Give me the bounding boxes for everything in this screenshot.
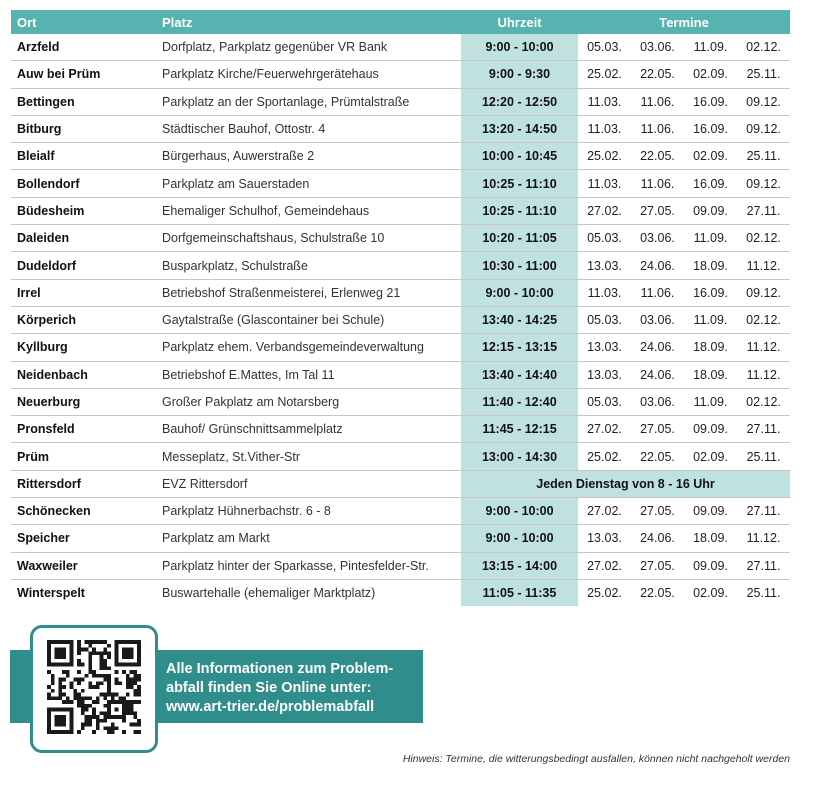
cell-termin: 27.05. — [631, 498, 684, 525]
cell-termin: 27.05. — [631, 416, 684, 443]
cell-termin: 05.03. — [578, 306, 631, 333]
cell-platz: Städtischer Bauhof, Ottostr. 4 — [156, 115, 461, 142]
table-row — [11, 225, 790, 252]
cell-platz: EVZ Rittersdorf — [156, 470, 461, 497]
cell-termin: 27.11. — [737, 416, 790, 443]
header-uhrzeit: Uhrzeit — [461, 10, 578, 34]
cell-termin: 13.03. — [578, 525, 631, 552]
cell-termin: 27.11. — [737, 552, 790, 579]
cell-platz: Messeplatz, St.Vither-Str — [156, 443, 461, 470]
cell-termin: 25.11. — [737, 143, 790, 170]
cell-ort: Dudeldorf — [11, 252, 156, 279]
cell-ort: Irrel — [11, 279, 156, 306]
cell-termin: 02.09. — [684, 143, 737, 170]
cell-termin: 11.06. — [631, 88, 684, 115]
footnote: Hinweis: Termine, die witterungsbedingt ausfallen, können nicht nachgeholt werden — [402, 753, 790, 765]
cell-termin: 25.02. — [578, 143, 631, 170]
header-platz: Platz — [156, 10, 461, 34]
cell-uhrzeit: 13:20 - 14:50 — [461, 115, 578, 142]
cell-termin: 03.06. — [631, 34, 684, 61]
cell-ort: Prüm — [11, 443, 156, 470]
cell-ort: Bleialf — [11, 143, 156, 170]
cell-platz: Parkplatz ehem. Verbandsgemeindeverwaltung — [156, 334, 461, 361]
cell-termin: 09.12. — [737, 170, 790, 197]
cell-platz: Betriebshof Straßenmeisterei, Erlenweg 21 — [156, 279, 461, 306]
cell-termin: 16.09. — [684, 115, 737, 142]
table-row — [11, 470, 790, 497]
cell-termin: 02.12. — [737, 306, 790, 333]
cell-termin: 24.06. — [631, 525, 684, 552]
cell-ort: Schönecken — [11, 498, 156, 525]
cell-platz: Bauhof/ Grünschnittsammelplatz — [156, 416, 461, 443]
header-termine: Termine — [578, 10, 790, 34]
cell-termin: 16.09. — [684, 88, 737, 115]
table-header-row — [11, 10, 790, 34]
cell-note: Jeden Dienstag von 8 - 16 Uhr — [461, 470, 790, 497]
info-line-2: abfall finden Sie Online unter: — [166, 680, 372, 696]
cell-uhrzeit: 11:05 - 11:35 — [461, 579, 578, 606]
table-row — [11, 579, 790, 606]
table-row — [11, 498, 790, 525]
table-row — [11, 361, 790, 388]
cell-termin: 05.03. — [578, 225, 631, 252]
schedule-body — [11, 34, 790, 606]
cell-ort: Auw bei Prüm — [11, 61, 156, 88]
cell-platz: Gaytalstraße (Glascontainer bei Schule) — [156, 306, 461, 333]
cell-termin: 25.11. — [746, 586, 781, 601]
cell-uhrzeit: 11:40 - 12:40 — [461, 388, 578, 415]
cell-termin: 09.12. — [737, 279, 790, 306]
cell-termin: 25.11. — [737, 443, 790, 470]
cell-termin: 11.12. — [737, 525, 790, 552]
cell-termin: 25.02. — [587, 586, 622, 601]
cell-termin: 05.03. — [578, 34, 631, 61]
cell-termin: 11.06. — [631, 170, 684, 197]
cell-termin: 11.12. — [737, 334, 790, 361]
cell-termin: 11.06. — [631, 279, 684, 306]
cell-termin: 27.11. — [737, 197, 790, 224]
table-row — [11, 552, 790, 579]
info-url-link[interactable]: www.art-trier.de/problemabfall — [166, 699, 375, 715]
cell-uhrzeit: 11:45 - 12:15 — [461, 416, 578, 443]
cell-uhrzeit: 10:25 - 11:10 — [461, 197, 578, 224]
cell-platz: Großer Pakplatz am Notarsberg — [156, 388, 461, 415]
cell-termin: 11.12. — [737, 252, 790, 279]
cell-uhrzeit: 12:20 - 12:50 — [461, 88, 578, 115]
cell-uhrzeit: 13:40 - 14:25 — [461, 306, 578, 333]
cell-termin: 27.02. — [578, 498, 631, 525]
cell-termin: 11.09. — [684, 306, 737, 333]
table-row — [11, 388, 790, 415]
cell-termin: 05.03. — [578, 388, 631, 415]
cell-termin: 22.05. — [631, 143, 684, 170]
cell-platz: Busparkplatz, Schulstraße — [156, 252, 461, 279]
cell-termin: 11.12. — [737, 361, 790, 388]
cell-ort: Waxweiler — [11, 552, 156, 579]
cell-termin: 18.09. — [684, 525, 737, 552]
cell-termin: 11.03. — [578, 115, 631, 142]
cell-termin: 09.09. — [684, 498, 737, 525]
cell-termin: 18.09. — [684, 252, 737, 279]
cell-termin: 22.05. — [631, 443, 684, 470]
cell-termin: 02.09. — [693, 586, 728, 601]
cell-platz: Parkplatz am Markt — [156, 525, 461, 552]
cell-ort: Pronsfeld — [11, 416, 156, 443]
cell-termin: 09.12. — [737, 115, 790, 142]
cell-termin: 11.06. — [631, 115, 684, 142]
cell-termin: 02.09. — [684, 443, 737, 470]
cell-termin: 03.06. — [631, 225, 684, 252]
cell-ort: Arzfeld — [11, 34, 156, 61]
table-row — [11, 416, 790, 443]
cell-termin: 16.09. — [684, 170, 737, 197]
cell-termin: 11.09. — [684, 388, 737, 415]
cell-termin: 11.09. — [684, 34, 737, 61]
cell-termin: 11.09. — [684, 225, 737, 252]
qr-code-icon — [47, 640, 141, 734]
cell-termin: 03.06. — [631, 306, 684, 333]
cell-termin: 13.03. — [578, 334, 631, 361]
table-row — [11, 443, 790, 470]
cell-ort: Daleiden — [11, 225, 156, 252]
cell-termin: 03.06. — [631, 388, 684, 415]
cell-termin: 11.03. — [578, 170, 631, 197]
table-row — [11, 334, 790, 361]
cell-platz: Bürgerhaus, Auwerstraße 2 — [156, 143, 461, 170]
qr-frame — [30, 625, 158, 753]
cell-platz: Dorfgemeinschaftshaus, Schulstraße 10 — [156, 225, 461, 252]
cell-platz: Betriebshof E.Mattes, Im Tal 11 — [156, 361, 461, 388]
table-row — [11, 279, 790, 306]
cell-termin: 27.05. — [631, 197, 684, 224]
cell-uhrzeit: 10:00 - 10:45 — [461, 143, 578, 170]
cell-termin: 18.09. — [684, 334, 737, 361]
cell-termin: 27.02. — [578, 552, 631, 579]
cell-platz: Parkplatz hinter der Sparkasse, Pintesfelder-Str. — [156, 552, 461, 579]
cell-platz: Parkplatz am Sauerstaden — [156, 170, 461, 197]
cell-termin: 02.12. — [737, 388, 790, 415]
cell-termin: 25.02. — [578, 61, 631, 88]
cell-termin: 18.09. — [684, 361, 737, 388]
table-row — [11, 197, 790, 224]
cell-uhrzeit: 9:00 - 10:00 — [461, 34, 578, 61]
schedule-table — [11, 10, 790, 606]
cell-termin: 27.11. — [737, 498, 790, 525]
cell-platz: Ehemaliger Schulhof, Gemeindehaus — [156, 197, 461, 224]
cell-uhrzeit: 13:15 - 14:00 — [461, 552, 578, 579]
cell-ort: Bitburg — [11, 115, 156, 142]
cell-ort: Winterspelt — [17, 586, 85, 601]
cell-platz: Parkplatz an der Sportanlage, Prümtalstraße — [156, 88, 461, 115]
cell-termin: 09.09. — [684, 552, 737, 579]
cell-termin: 22.05. — [631, 61, 684, 88]
cell-ort: Bettingen — [11, 88, 156, 115]
cell-ort: Speicher — [11, 525, 156, 552]
cell-termin: 25.11. — [737, 61, 790, 88]
table-row — [11, 252, 790, 279]
cell-ort: Kyllburg — [11, 334, 156, 361]
cell-termin: 27.02. — [578, 197, 631, 224]
cell-platz: Buswartehalle (ehemaliger Marktplatz) — [162, 586, 376, 601]
cell-termin: 13.03. — [578, 361, 631, 388]
cell-platz: Dorfplatz, Parkplatz gegenüber VR Bank — [156, 34, 461, 61]
table-row — [11, 306, 790, 333]
cell-termin: 24.06. — [631, 252, 684, 279]
cell-uhrzeit: 9:00 - 9:30 — [461, 61, 578, 88]
cell-termin: 02.09. — [684, 61, 737, 88]
cell-uhrzeit: 10:25 - 11:10 — [461, 170, 578, 197]
info-text — [166, 660, 416, 717]
cell-termin: 22.05. — [640, 586, 675, 601]
table-row — [11, 143, 790, 170]
cell-termin: 27.02. — [578, 416, 631, 443]
cell-uhrzeit: 10:20 - 11:05 — [461, 225, 578, 252]
table-row — [11, 170, 790, 197]
cell-ort: Bollendorf — [11, 170, 156, 197]
cell-termin: 27.05. — [631, 552, 684, 579]
cell-ort: Körperich — [11, 306, 156, 333]
table-row — [11, 115, 790, 142]
cell-uhrzeit: 10:30 - 11:00 — [461, 252, 578, 279]
cell-termin: 25.02. — [578, 443, 631, 470]
cell-termin: 11.03. — [578, 88, 631, 115]
table-row — [11, 88, 790, 115]
cell-termin: 16.09. — [684, 279, 737, 306]
cell-termin: 02.12. — [737, 34, 790, 61]
table-row — [11, 34, 790, 61]
cell-uhrzeit: 12:15 - 13:15 — [461, 334, 578, 361]
cell-uhrzeit: 9:00 - 10:00 — [461, 279, 578, 306]
cell-termin: 09.09. — [684, 197, 737, 224]
cell-platz: Parkplatz Hühnerbachstr. 6 - 8 — [156, 498, 461, 525]
cell-termin: 24.06. — [631, 361, 684, 388]
cell-platz: Parkplatz Kirche/Feuerwehrgerätehaus — [156, 61, 461, 88]
cell-uhrzeit: 13:00 - 14:30 — [461, 443, 578, 470]
cell-termin: 24.06. — [631, 334, 684, 361]
cell-ort: Büdesheim — [11, 197, 156, 224]
cell-ort: Neuerburg — [11, 388, 156, 415]
cell-uhrzeit: 9:00 - 10:00 — [461, 525, 578, 552]
table-row — [11, 61, 790, 88]
cell-uhrzeit: 13:40 - 14:40 — [461, 361, 578, 388]
info-line-1: Alle Informationen zum Problem- — [166, 661, 394, 677]
header-ort: Ort — [11, 10, 156, 34]
cell-termin: 13.03. — [578, 252, 631, 279]
cell-ort: Rittersdorf — [11, 470, 156, 497]
cell-ort: Neidenbach — [11, 361, 156, 388]
cell-uhrzeit: 9:00 - 10:00 — [461, 498, 578, 525]
table-row — [11, 525, 790, 552]
cell-termin: 02.12. — [737, 225, 790, 252]
cell-termin: 09.09. — [684, 416, 737, 443]
cell-termin: 09.12. — [737, 88, 790, 115]
cell-termin: 11.03. — [578, 279, 631, 306]
